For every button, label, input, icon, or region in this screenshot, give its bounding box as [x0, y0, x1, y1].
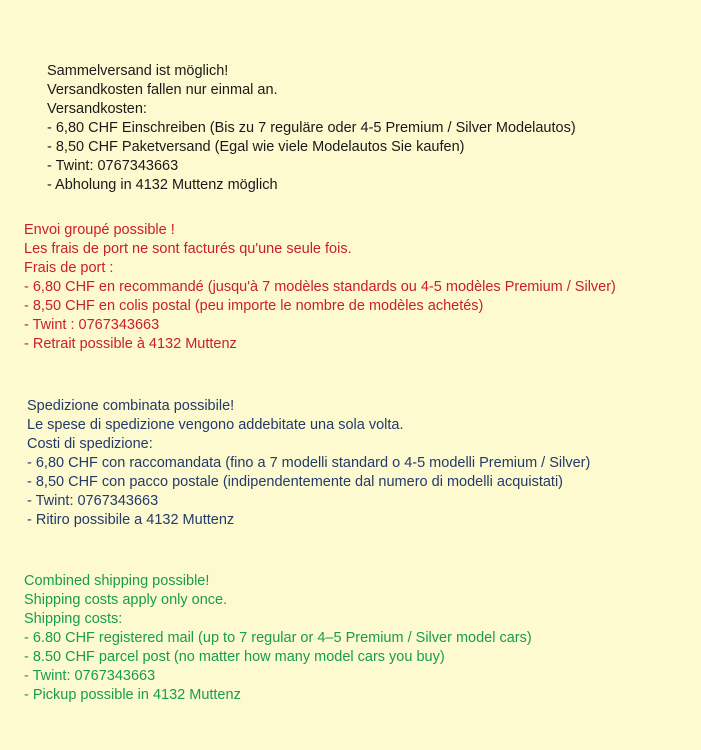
shipping-line: - 6.80 CHF registered mail (up to 7 regular or 4–5 Premium / Silver model cars) [24, 630, 532, 646]
shipping-line: Envoi groupé possible ! [24, 222, 175, 238]
shipping-line: Le spese di spedizione vengono addebitate una sola volta. [27, 417, 404, 433]
shipping-line: Sammelversand ist möglich! [47, 63, 229, 79]
shipping-info-italian [27, 397, 590, 530]
shipping-line: - Twint : 0767343663 [24, 317, 160, 333]
shipping-info-french [24, 221, 616, 354]
shipping-line: Frais de port : [24, 260, 114, 276]
shipping-line: - 8.50 CHF parcel post (no matter how many model cars you buy) [24, 649, 445, 665]
shipping-line: Shipping costs: [24, 611, 123, 627]
shipping-line: Costi di spedizione: [27, 436, 153, 452]
shipping-line: Combined shipping possible! [24, 573, 210, 589]
shipping-line: - Abholung in 4132 Muttenz möglich [47, 177, 278, 193]
shipping-line: Spedizione combinata possibile! [27, 398, 235, 414]
shipping-line: - Twint: 0767343663 [47, 158, 179, 174]
shipping-line: Les frais de port ne sont facturés qu'une seule fois. [24, 241, 352, 257]
shipping-line: - 8,50 CHF con pacco postale (indipendentemente dal numero di modelli acquistati) [27, 474, 563, 490]
shipping-line: - Retrait possible à 4132 Muttenz [24, 336, 237, 352]
shipping-line: - 8,50 CHF Paketversand (Egal wie viele Modelautos Sie kaufen) [47, 139, 465, 155]
shipping-line: - Twint: 0767343663 [24, 668, 156, 684]
shipping-line: - 6,80 CHF Einschreiben (Bis zu 7 reguläre oder 4-5 Premium / Silver Modelautos) [47, 120, 576, 136]
shipping-line: - Twint: 0767343663 [27, 493, 159, 509]
shipping-line: Shipping costs apply only once. [24, 592, 228, 608]
shipping-line: - 6,80 CHF en recommandé (jusqu'à 7 modèles standards ou 4-5 modèles Premium / Silver) [24, 279, 616, 295]
shipping-line: - Pickup possible in 4132 Muttenz [24, 687, 241, 703]
shipping-line: - 8,50 CHF en colis postal (peu importe le nombre de modèles achetés) [24, 298, 484, 314]
shipping-line: Versandkosten: [47, 101, 147, 117]
shipping-line: - Ritiro possibile a 4132 Muttenz [27, 512, 235, 528]
shipping-info-english [24, 572, 532, 705]
shipping-info-german [47, 62, 576, 195]
shipping-line: Versandkosten fallen nur einmal an. [47, 82, 278, 98]
shipping-line: - 6,80 CHF con raccomandata (fino a 7 modelli standard o 4-5 modelli Premium / Silver) [27, 455, 591, 471]
